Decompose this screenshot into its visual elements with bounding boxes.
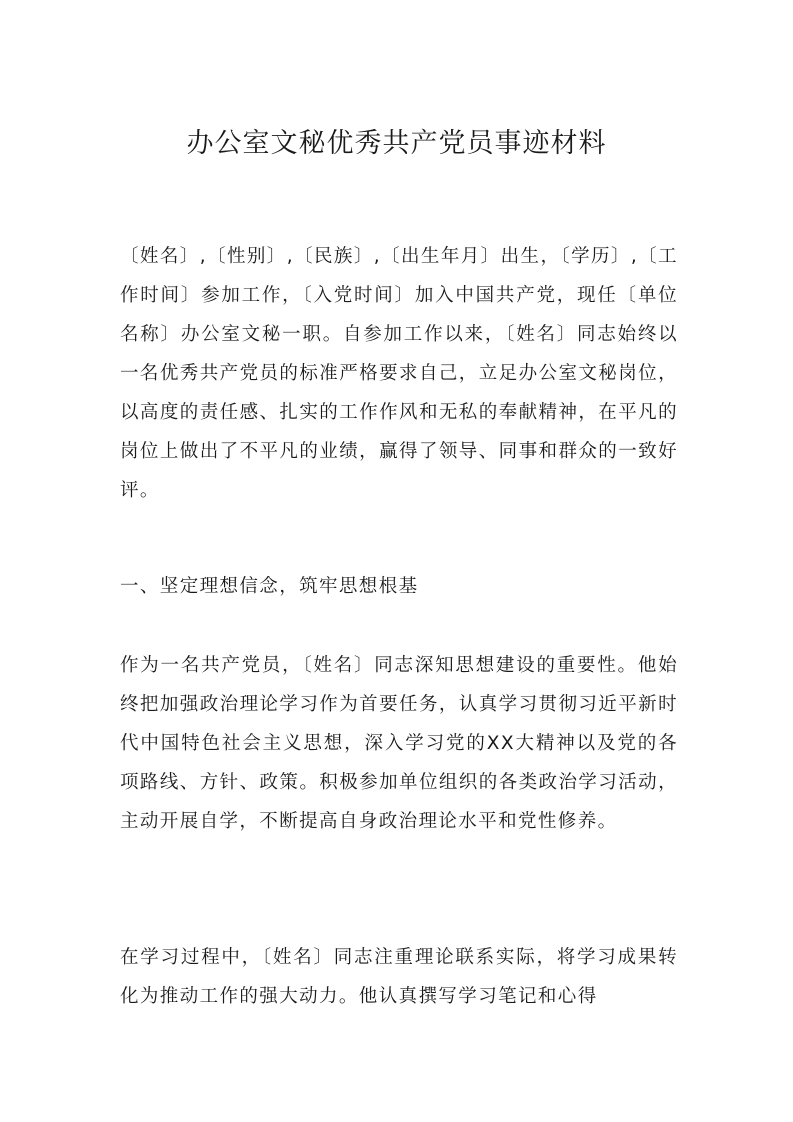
document-title: 办公室文秘优秀共产党员事迹材料 [186,128,607,159]
intro-paragraph: 〔姓名〕,〔性别〕,〔民族〕,〔出生年月〕出生，〔学历〕,〔工作时间〕参加工作，〔入党时间〕加入中国共产党，现任〔单位名称〕办公室文秘一职。自参加工作以来，〔姓名〕同志始终以一名优秀共产党员的标准严格要求自己，立足办公室文秘岗位，以高度的责任感、扎实的工作作风和无私的奉献精神，在平凡的岗位上做出了不平凡的业绩，赢得了领导、同事和群众的一致好评。 [120,246,678,501]
section-1-paragraph-2: 在学习过程中，〔姓名〕同志注重理论联系实际，将学习成果转化为推动工作的强大动力。他认真撰写学习笔记和心得 [120,947,678,1007]
section-1-heading: 一、坚定理想信念，筑牢思想根基 [120,576,419,597]
section-1-paragraph-1: 作为一名共产党员，〔姓名〕同志深知思想建设的重要性。他始终把加强政治理论学习作为首要任务，认真学习贯彻习近平新时代中国特色社会主义思想，深入学习党的XX大精神以及党的各项路线、方针、政策。积极参加单位组织的各类政治学习活动，主动开展自学，不断提高自身政治理论水平和党性修养。 [120,655,678,832]
